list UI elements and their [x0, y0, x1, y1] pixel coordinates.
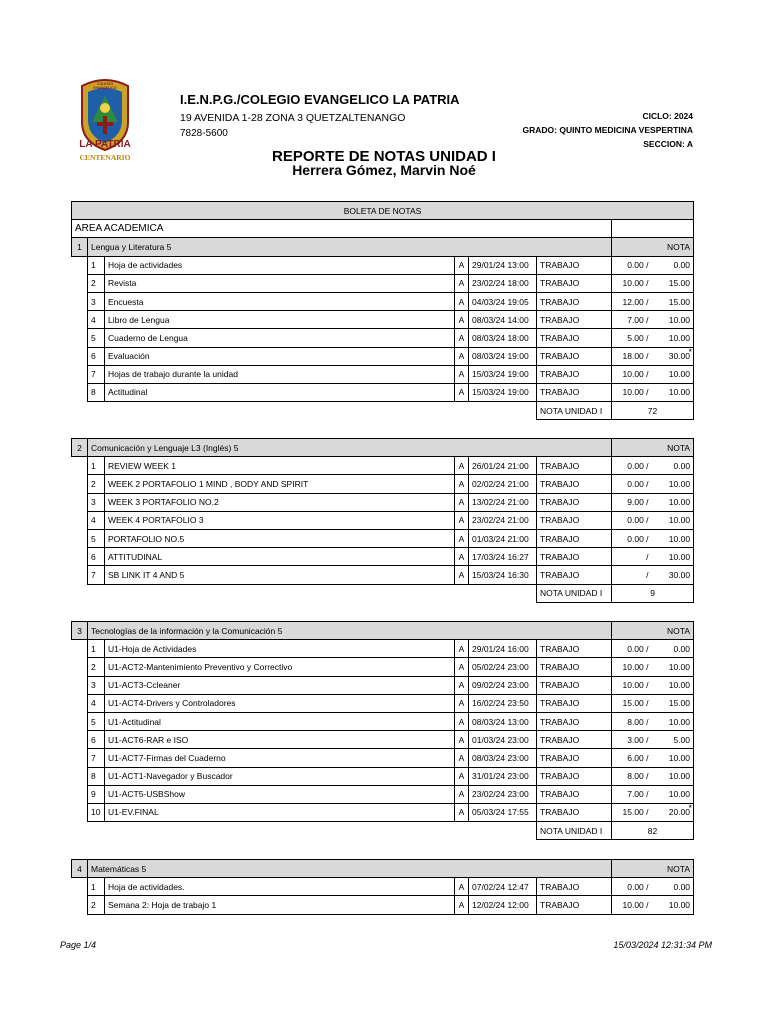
nota-header: NOTA — [612, 238, 694, 256]
activity-row — [72, 475, 694, 493]
activity-description: Hoja de actividades. — [105, 878, 455, 896]
activity-date: 12/02/24 12:00 — [469, 896, 537, 914]
activity-score: 10.00 / — [612, 896, 652, 914]
activity-date: 08/03/24 14:00 — [469, 311, 537, 329]
subject-number: 4 — [72, 860, 88, 878]
activity-type: TRABAJO — [537, 457, 612, 475]
subject-header — [72, 860, 694, 878]
activity-description: Libro de Lengua — [105, 311, 455, 329]
activity-score: 0.00 / — [612, 475, 652, 493]
subject-number: 1 — [72, 238, 88, 256]
activity-max: 10.00 — [668, 332, 690, 343]
activity-type: TRABAJO — [537, 731, 612, 749]
activity-type: TRABAJO — [537, 566, 612, 584]
activity-score: 0.00 / — [612, 529, 652, 547]
activity-flag: A — [455, 311, 469, 329]
activity-type: TRABAJO — [537, 365, 612, 383]
seccion-label: SECCION: A — [643, 139, 693, 149]
activity-date: 23/02/24 21:00 — [469, 511, 537, 529]
activity-date: 29/01/24 13:00 — [469, 256, 537, 274]
activity-description: U1-ACT7-Firmas del Cuaderno — [105, 749, 455, 767]
activity-date: 17/03/24 16:27 — [469, 548, 537, 566]
activity-type: TRABAJO — [537, 383, 612, 401]
activity-max: 10.00 — [668, 551, 691, 562]
logo-sub: CENTENARIO — [79, 153, 131, 162]
activity-row — [72, 365, 694, 383]
subject-table — [71, 201, 694, 420]
activity-number: 6 — [88, 731, 105, 749]
activity-type: TRABAJO — [537, 475, 612, 493]
student-name: Herrera Gómez, Marvin Noé — [292, 162, 476, 178]
activity-score: 10.00 / — [612, 274, 652, 292]
activity-type: TRABAJO — [537, 274, 612, 292]
activity-max: 10.00 — [668, 752, 691, 763]
activity-row — [72, 749, 694, 767]
activity-date: 15/03/24 19:00 — [469, 365, 537, 383]
activity-description: PORTAFOLIO NO.5 — [105, 529, 455, 547]
activity-flag: A — [455, 457, 469, 475]
activity-number: 7 — [88, 566, 105, 584]
activity-flag: A — [455, 640, 469, 658]
activity-score: 3.00 / — [612, 731, 652, 749]
subject-number: 3 — [72, 622, 88, 640]
unit-total-label: NOTA UNIDAD I — [537, 402, 612, 420]
pending-marker: * — [688, 347, 692, 357]
subject-table — [71, 438, 694, 603]
logo-name: LA PATRIA — [79, 139, 131, 150]
activity-flag: A — [455, 712, 469, 730]
activity-max: 10.00 — [668, 497, 691, 508]
grado-label: GRADO: QUINTO MEDICINA VESPERTINA — [522, 125, 693, 135]
activity-flag: A — [455, 292, 469, 310]
activity-date: 13/02/24 21:00 — [469, 493, 537, 511]
activity-row — [72, 548, 694, 566]
activity-row — [72, 329, 694, 347]
activity-number: 5 — [88, 712, 105, 730]
activity-max: 10.00 — [668, 789, 691, 800]
subject-header — [72, 622, 694, 640]
activity-score: 5.00 / — [612, 329, 652, 347]
subject-header — [72, 238, 694, 256]
activity-flag: A — [455, 878, 469, 896]
activity-flag: A — [455, 767, 469, 785]
activity-score: / — [612, 548, 652, 566]
activity-date: 08/03/24 18:00 — [469, 329, 537, 347]
activity-type: TRABAJO — [537, 658, 612, 676]
activity-score: 0.00 / — [612, 640, 652, 658]
activity-max: 10.00 — [668, 771, 691, 782]
unit-total-row — [72, 822, 694, 840]
activity-number: 2 — [88, 896, 105, 914]
activity-row — [72, 347, 694, 365]
activity-score: 8.00 / — [612, 712, 652, 730]
activity-flag: A — [455, 493, 469, 511]
activity-type: TRABAJO — [537, 694, 612, 712]
subject-name: Tecnologías de la información y la Comunicación 5 — [88, 622, 612, 640]
activity-description: WEEK 2 PORTAFOLIO 1 MIND , BODY AND SPIRIT — [105, 475, 455, 493]
activity-description: WEEK 4 PORTAFOLIO 3 — [105, 511, 455, 529]
activity-row — [72, 896, 694, 914]
activity-type: TRABAJO — [537, 676, 612, 694]
activity-flag: A — [455, 365, 469, 383]
activity-max: 10.00 — [668, 661, 691, 672]
activity-flag: A — [455, 274, 469, 292]
subject-name: Comunicación y Lenguaje L3 (Inglés) 5 — [88, 439, 612, 457]
subject-table — [71, 859, 694, 915]
activity-row — [72, 493, 694, 511]
activity-row — [72, 803, 694, 821]
activity-type: TRABAJO — [537, 347, 612, 365]
boleta-title: BOLETA DE NOTAS — [72, 202, 694, 220]
nota-header: NOTA — [612, 860, 694, 878]
activity-score: 10.00 / — [612, 658, 652, 676]
activity-max: 10.00 — [668, 716, 691, 727]
activity-number: 3 — [88, 292, 105, 310]
activity-score: 12.00 / — [612, 292, 652, 310]
activity-number: 9 — [88, 785, 105, 803]
activity-date: 15/03/24 16:30 — [469, 566, 537, 584]
activity-max: 15.00 — [668, 296, 690, 307]
activity-max: 0.00 — [673, 643, 691, 654]
logo-top-text: COLEGIO EVANGELICO — [93, 82, 117, 90]
activity-type: TRABAJO — [537, 548, 612, 566]
activity-description: U1-ACT6-RAR e ISO — [105, 731, 455, 749]
activity-date: 04/03/24 19:05 — [469, 292, 537, 310]
activity-number: 4 — [88, 694, 105, 712]
activity-date: 15/03/24 19:00 — [469, 383, 537, 401]
activity-date: 01/03/24 21:00 — [469, 529, 537, 547]
activity-date: 08/03/24 23:00 — [469, 749, 537, 767]
activity-max: 30.00 — [668, 351, 690, 362]
pending-marker: * — [688, 803, 693, 813]
unit-total-value: 9 — [612, 584, 694, 602]
unit-total-row — [72, 584, 694, 602]
activity-max: 10.00 — [668, 314, 690, 325]
school-address: 19 AVENIDA 1-28 ZONA 3 QUETZALTENANGO — [180, 112, 406, 124]
activity-flag: A — [455, 785, 469, 803]
activity-type: TRABAJO — [537, 803, 612, 821]
activity-score: 15.00 / — [612, 803, 652, 821]
ciclo-label: CICLO: 2024 — [642, 111, 693, 121]
activity-score: 10.00 / — [612, 383, 652, 401]
activity-date: 16/02/24 23:50 — [469, 694, 537, 712]
activity-max: 10.00 — [668, 369, 690, 380]
activity-max: 10.00 — [668, 478, 691, 489]
activity-flag: A — [455, 256, 469, 274]
unit-total-row — [72, 402, 694, 420]
activity-row — [72, 383, 694, 401]
activity-row — [72, 457, 694, 475]
activity-description: U1-ACT3-Ccleaner — [105, 676, 455, 694]
activity-type: TRABAJO — [537, 785, 612, 803]
activity-type: TRABAJO — [537, 311, 612, 329]
activity-description: Hojas de trabajo durante la unidad — [105, 365, 455, 383]
activity-max: 10.00 — [668, 533, 691, 544]
activity-description: WEEK 3 PORTAFOLIO NO.2 — [105, 493, 455, 511]
activity-type: TRABAJO — [537, 767, 612, 785]
activity-number: 8 — [88, 767, 105, 785]
activity-flag: A — [455, 658, 469, 676]
activity-number: 4 — [88, 511, 105, 529]
activity-score: 0.00 / — [612, 256, 652, 274]
activity-type: TRABAJO — [537, 640, 612, 658]
activity-row — [72, 676, 694, 694]
activity-flag: A — [455, 475, 469, 493]
activity-row — [72, 292, 694, 310]
activity-number: 1 — [88, 256, 105, 274]
activity-max: 10.00 — [668, 899, 691, 910]
activity-flag: A — [455, 329, 469, 347]
activity-row — [72, 511, 694, 529]
activity-max: 5.00 — [673, 734, 691, 745]
activity-score: 6.00 / — [612, 749, 652, 767]
activity-number: 6 — [88, 548, 105, 566]
activity-score: 7.00 / — [612, 785, 652, 803]
unit-total-label: NOTA UNIDAD I — [537, 584, 612, 602]
activity-number: 10 — [88, 803, 105, 821]
unit-total-label: NOTA UNIDAD I — [537, 822, 612, 840]
activity-date: 07/02/24 12:47 — [469, 878, 537, 896]
activity-max: 15.00 — [668, 698, 691, 709]
activity-date: 29/01/24 16:00 — [469, 640, 537, 658]
activity-number: 5 — [88, 329, 105, 347]
activity-number: 7 — [88, 365, 105, 383]
activity-row — [72, 274, 694, 292]
activity-flag: A — [455, 676, 469, 694]
activity-score: 0.00 / — [612, 878, 652, 896]
activity-date: 08/03/24 13:00 — [469, 712, 537, 730]
activity-row — [72, 640, 694, 658]
activity-flag: A — [455, 731, 469, 749]
activity-date: 05/02/24 23:00 — [469, 658, 537, 676]
activity-number: 8 — [88, 383, 105, 401]
activity-type: TRABAJO — [537, 749, 612, 767]
activity-row — [72, 256, 694, 274]
activity-max: 0.00 — [673, 460, 691, 471]
activity-number: 6 — [88, 347, 105, 365]
activity-max: 10.00 — [668, 680, 691, 691]
activity-description: U1-ACT2-Mantenimiento Preventivo y Correctivo — [105, 658, 455, 676]
unit-total-value: 82 — [612, 822, 694, 840]
activity-row — [72, 694, 694, 712]
activity-score: 15.00 / — [612, 694, 652, 712]
activity-score: 8.00 / — [612, 767, 652, 785]
activity-score: / — [612, 566, 652, 584]
school-name: I.E.N.P.G./COLEGIO EVANGELICO LA PATRIA — [180, 92, 460, 107]
activity-max: 20.00 — [668, 807, 691, 818]
activity-row — [72, 878, 694, 896]
nota-header: NOTA — [612, 439, 694, 457]
activity-flag: A — [455, 548, 469, 566]
activity-description: REVIEW WEEK 1 — [105, 457, 455, 475]
activity-flag: A — [455, 383, 469, 401]
activity-number: 3 — [88, 493, 105, 511]
activity-score: 7.00 / — [612, 311, 652, 329]
activity-date: 02/02/24 21:00 — [469, 475, 537, 493]
activity-date: 26/01/24 21:00 — [469, 457, 537, 475]
activity-description: Hoja de actividades — [105, 256, 455, 274]
activity-flag: A — [455, 749, 469, 767]
activity-flag: A — [455, 566, 469, 584]
activity-number: 1 — [88, 457, 105, 475]
activity-type: TRABAJO — [537, 712, 612, 730]
activity-description: U1-ACT4-Drivers y Controladores — [105, 694, 455, 712]
activity-description: U1-ACT1-Navegador y Buscador — [105, 767, 455, 785]
activity-description: Evaluación — [105, 347, 455, 365]
activity-max: 10.00 — [668, 515, 691, 526]
activity-date: 23/02/24 18:00 — [469, 274, 537, 292]
activity-type: TRABAJO — [537, 256, 612, 274]
activity-number: 5 — [88, 529, 105, 547]
activity-type: TRABAJO — [537, 493, 612, 511]
activity-description: Encuesta — [105, 292, 455, 310]
activity-flag: A — [455, 347, 469, 365]
area-label: AREA ACADEMICA — [72, 220, 612, 238]
activity-number: 4 — [88, 311, 105, 329]
activity-number: 2 — [88, 658, 105, 676]
activity-number: 3 — [88, 676, 105, 694]
activity-max: 30.00 — [668, 569, 691, 580]
activity-row — [72, 566, 694, 584]
page-number: Page 1/4 — [60, 940, 97, 950]
activity-score: 18.00 / — [612, 347, 652, 365]
subject-number: 2 — [72, 439, 88, 457]
activity-number: 7 — [88, 749, 105, 767]
activity-row — [72, 712, 694, 730]
activity-description: U1-Actitudinal — [105, 712, 455, 730]
activity-flag: A — [455, 529, 469, 547]
activity-type: TRABAJO — [537, 511, 612, 529]
activity-score: 10.00 / — [612, 365, 652, 383]
school-phone: 7828-5600 — [180, 128, 228, 139]
activity-date: 01/03/24 23:00 — [469, 731, 537, 749]
subject-name: Lengua y Literatura 5 — [88, 238, 612, 256]
activity-flag: A — [455, 896, 469, 914]
unit-total-value: 72 — [612, 402, 694, 420]
activity-date: 31/01/24 23:00 — [469, 767, 537, 785]
activity-row — [72, 311, 694, 329]
activity-type: TRABAJO — [537, 529, 612, 547]
activity-score: 10.00 / — [612, 676, 652, 694]
activity-max: 0.00 — [673, 881, 691, 892]
activity-description: Actitudinal — [105, 383, 455, 401]
activity-number: 1 — [88, 640, 105, 658]
activity-score: 0.00 / — [612, 457, 652, 475]
activity-max: 15.00 — [668, 278, 690, 289]
activity-max: 10.00 — [668, 387, 690, 398]
activity-score: 0.00 / — [612, 511, 652, 529]
activity-flag: A — [455, 511, 469, 529]
report-title: REPORTE DE NOTAS UNIDAD I — [272, 148, 496, 165]
activity-description: Semana 2: Hoja de trabajo 1 — [105, 896, 455, 914]
activity-description: Cuaderno de Lengua — [105, 329, 455, 347]
subject-header — [72, 439, 694, 457]
activity-row — [72, 767, 694, 785]
activity-number: 2 — [88, 274, 105, 292]
activity-type: TRABAJO — [537, 292, 612, 310]
activity-score: 9.00 / — [612, 493, 652, 511]
activity-description: ATTITUDINAL — [105, 548, 455, 566]
activity-type: TRABAJO — [537, 329, 612, 347]
activity-number: 1 — [88, 878, 105, 896]
activity-description: U1-EV.FINAL — [105, 803, 455, 821]
activity-date: 23/02/24 23:00 — [469, 785, 537, 803]
activity-description: Revista — [105, 274, 455, 292]
activity-description: SB LINK IT 4 AND 5 — [105, 566, 455, 584]
subject-name: Matemáticas 5 — [88, 860, 612, 878]
activity-row — [72, 785, 694, 803]
activity-date: 08/03/24 19:00 — [469, 347, 537, 365]
subject-table — [71, 621, 694, 840]
activity-row — [72, 529, 694, 547]
activity-description: U1-Hoja de Actividades — [105, 640, 455, 658]
activity-flag: A — [455, 694, 469, 712]
activity-type: TRABAJO — [537, 878, 612, 896]
activity-row — [72, 731, 694, 749]
activity-number: 2 — [88, 475, 105, 493]
activity-description: U1-ACT5-USBShow — [105, 785, 455, 803]
print-timestamp: 15/03/2024 12:31:34 PM — [613, 940, 712, 950]
activity-max: 0.00 — [673, 260, 690, 271]
activity-date: 05/03/24 17:55 — [469, 803, 537, 821]
activity-row — [72, 658, 694, 676]
nota-header: NOTA — [612, 622, 694, 640]
activity-date: 09/02/24 23:00 — [469, 676, 537, 694]
activity-flag: A — [455, 803, 469, 821]
activity-type: TRABAJO — [537, 896, 612, 914]
